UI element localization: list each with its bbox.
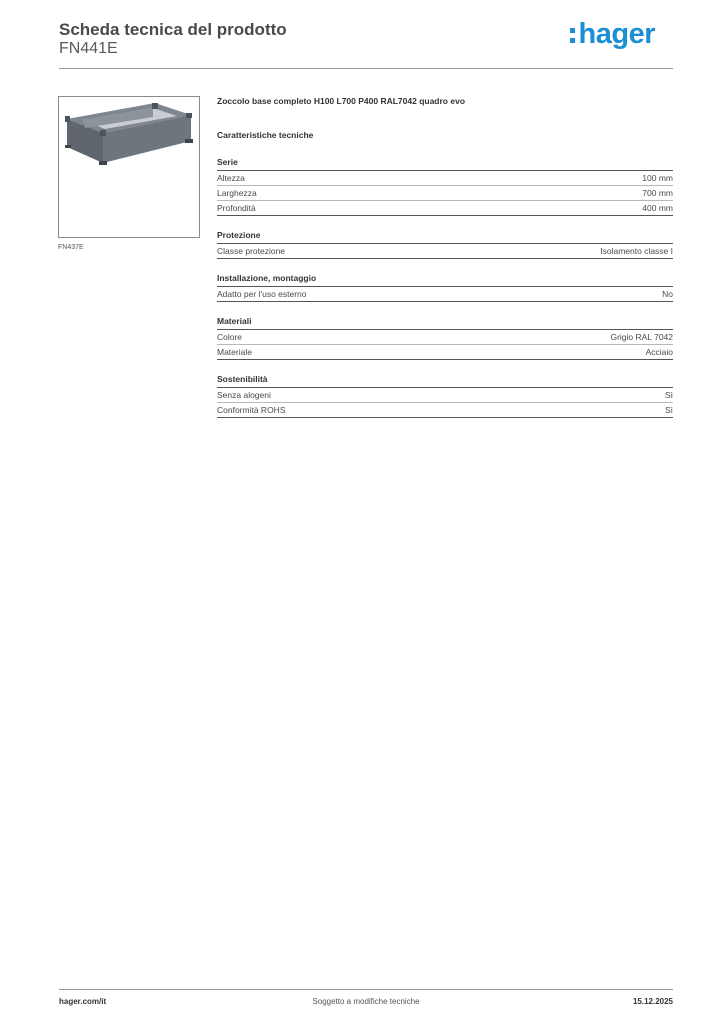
spec-row: [217, 201, 673, 216]
spec-row: [217, 345, 673, 360]
spec-label: Senza alogeni: [217, 390, 271, 400]
spec-row: [217, 186, 673, 201]
spec-group-sostenibilita: [217, 374, 673, 418]
page-title: Scheda tecnica del prodotto: [59, 20, 287, 39]
spec-group-title: Installazione, montaggio: [217, 273, 673, 287]
spec-group-title: Materiali: [217, 316, 673, 330]
plinth-icon: [59, 97, 199, 237]
spec-value: 100 mm: [642, 173, 673, 183]
page-footer: [59, 997, 673, 1011]
spec-row: [217, 171, 673, 186]
spec-value: 400 mm: [642, 203, 673, 213]
spec-group-title: Sostenibilità: [217, 374, 673, 388]
spec-group-installazione: [217, 273, 673, 302]
spec-label: Larghezza: [217, 188, 257, 198]
spec-group-title: Serie: [217, 157, 673, 171]
spec-row: [217, 287, 673, 302]
logo-dot-icon: [570, 28, 575, 33]
spec-label: Classe protezione: [217, 246, 286, 256]
product-code: FN441E: [59, 40, 118, 57]
hager-logo[interactable]: [579, 20, 655, 50]
spec-value: Sì: [664, 390, 673, 400]
spec-value: Acciaio: [645, 347, 673, 357]
footer-site-link[interactable]: hager.com/it: [59, 997, 107, 1006]
product-image: [58, 96, 200, 238]
spec-row: [217, 330, 673, 345]
spec-row: [217, 403, 673, 418]
spec-value: Grigio RAL 7042: [610, 332, 673, 342]
spec-label: Materiale: [217, 347, 252, 357]
spec-label: Adatto per l'uso esterno: [217, 289, 307, 299]
spec-label: Altezza: [217, 173, 245, 183]
spec-row: [217, 388, 673, 403]
header-divider: [59, 68, 673, 69]
spec-value: Sì: [664, 405, 673, 415]
spec-value: No: [662, 289, 673, 299]
tech-specs-heading: Caratteristiche tecniche: [217, 130, 314, 140]
spec-group-materiali: [217, 316, 673, 360]
spec-group-title: Protezione: [217, 230, 673, 244]
spec-label: Profondità: [217, 203, 256, 213]
image-caption: FN437E: [58, 244, 84, 251]
spec-value: 700 mm: [642, 188, 673, 198]
spec-content: [217, 96, 673, 418]
footer-divider: [59, 989, 673, 990]
footer-date: 15.12.2025: [632, 997, 673, 1006]
product-description: Zoccolo base completo H100 L700 P400 RAL7042 quadro evo: [217, 96, 466, 106]
spec-label: Colore: [217, 332, 243, 342]
spec-group-protezione: [217, 230, 673, 259]
spec-row: [217, 244, 673, 259]
spec-group-serie: [217, 157, 673, 216]
spec-value: Isolamento classe I: [600, 246, 673, 256]
spec-label: Conformità ROHS: [217, 405, 286, 415]
logo-dot-icon: [570, 38, 575, 43]
page-header: [59, 20, 673, 70]
footer-note: Soggetto a modifiche tecniche: [312, 997, 420, 1006]
logo-text: hager: [578, 18, 655, 50]
